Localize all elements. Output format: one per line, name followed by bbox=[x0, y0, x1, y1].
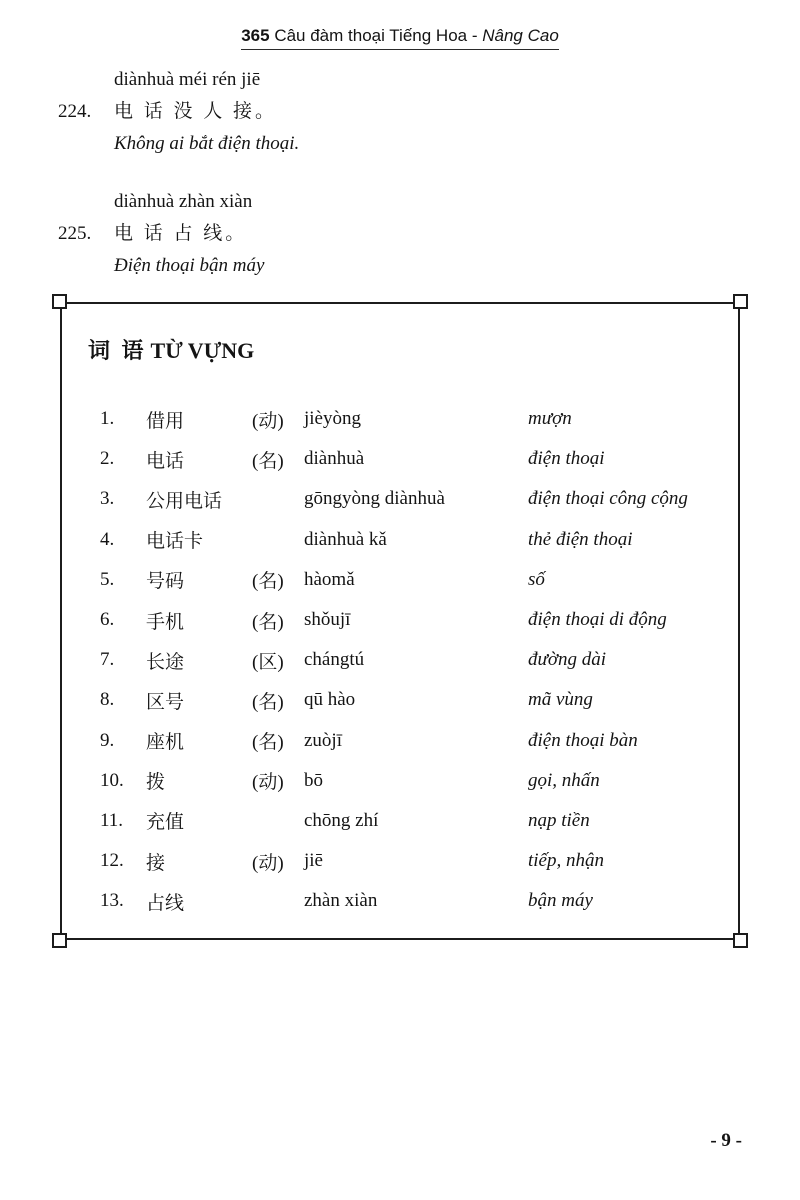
sentence-translation: Điện thoại bận máy bbox=[114, 255, 265, 276]
vocab-word: 电话卡 bbox=[146, 531, 204, 553]
vocab-word: 充值 bbox=[146, 812, 185, 834]
vocab-word: 占线 bbox=[146, 892, 185, 914]
vocab-pos: (名) bbox=[252, 611, 284, 633]
vocab-word: 区号 bbox=[146, 691, 185, 713]
vocab-row bbox=[100, 439, 738, 479]
vocab-number: 4. bbox=[100, 528, 115, 550]
sentence-number: 225. bbox=[58, 223, 92, 244]
vocab-word: 号码 bbox=[146, 571, 185, 593]
vocab-pinyin: zhàn xiàn bbox=[304, 890, 378, 912]
vocab-row bbox=[100, 600, 738, 640]
corner-ornament-icon bbox=[733, 933, 748, 948]
vocab-pinyin: qū hào bbox=[304, 689, 356, 711]
vocab-row bbox=[100, 399, 738, 439]
sentence-pinyin: diànhuà zhàn xiàn bbox=[114, 191, 253, 212]
vocab-pinyin: jiē bbox=[304, 850, 323, 872]
vocab-heading bbox=[88, 334, 738, 365]
sentence-block-225 bbox=[0, 186, 800, 282]
vocab-heading-vietnamese: TỪ VỰNG bbox=[150, 338, 255, 363]
vocab-pos: (名) bbox=[252, 691, 284, 713]
vocab-pinyin: gōngyòng diànhuà bbox=[304, 488, 445, 510]
vocab-row bbox=[100, 640, 738, 680]
sentence-number: 224. bbox=[58, 101, 92, 122]
vocab-word: 电话 bbox=[146, 450, 185, 472]
vocab-number: 7. bbox=[100, 649, 115, 671]
vocab-word: 长途 bbox=[146, 651, 185, 673]
vocab-row bbox=[100, 761, 738, 801]
sentence-pinyin: diànhuà méi rén jiē bbox=[114, 69, 261, 90]
vocab-row bbox=[100, 721, 738, 761]
vocab-number: 12. bbox=[100, 850, 124, 872]
vocab-pinyin: chángtú bbox=[304, 649, 365, 671]
vocab-meaning: tiếp, nhận bbox=[528, 850, 604, 872]
sentence-hanzi-line bbox=[0, 96, 800, 128]
vocab-number: 3. bbox=[100, 488, 115, 510]
corner-ornament-icon bbox=[733, 294, 748, 309]
vocab-meaning: nạp tiền bbox=[528, 809, 590, 831]
vocab-row bbox=[100, 680, 738, 720]
vocab-pinyin: diànhuà kǎ bbox=[304, 528, 387, 550]
vocab-number: 13. bbox=[100, 890, 124, 912]
vocab-number: 8. bbox=[100, 689, 115, 711]
vocab-word: 借用 bbox=[146, 410, 185, 432]
sentence-hanzi: 电 话 占 线。 bbox=[114, 223, 248, 244]
sentence-translation: Không ai bắt điện thoại. bbox=[114, 133, 300, 154]
vocab-word: 接 bbox=[146, 852, 166, 874]
vocab-pinyin: diànhuà bbox=[304, 448, 365, 470]
page-header bbox=[0, 26, 800, 50]
vocab-meaning: gọi, nhấn bbox=[528, 769, 600, 791]
vocab-pos: (名) bbox=[252, 732, 284, 754]
vocab-pinyin: chōng zhí bbox=[304, 809, 379, 831]
sentence-block-224 bbox=[0, 64, 800, 160]
vocab-meaning: điện thoại công cộng bbox=[528, 488, 688, 510]
vocab-heading-chinese: 词 语 bbox=[88, 338, 147, 363]
vocab-word: 拨 bbox=[146, 772, 166, 794]
vocab-pos: (名) bbox=[252, 450, 284, 472]
vocab-meaning: điện thoại di động bbox=[528, 609, 667, 631]
vocab-meaning: điện thoại bbox=[528, 448, 605, 470]
vocab-row bbox=[100, 841, 738, 881]
vocab-row bbox=[100, 520, 738, 560]
header-series-number: 365 bbox=[241, 26, 270, 45]
vocab-meaning: số bbox=[528, 568, 545, 590]
vocabulary-box bbox=[60, 302, 740, 940]
vocab-meaning: điện thoại bàn bbox=[528, 729, 638, 751]
header-title bbox=[241, 26, 559, 50]
vocab-meaning: thẻ điện thoại bbox=[528, 528, 633, 550]
corner-ornament-icon bbox=[52, 294, 67, 309]
vocab-row bbox=[100, 479, 738, 519]
vocab-number: 5. bbox=[100, 568, 115, 590]
vocab-number: 6. bbox=[100, 609, 115, 631]
corner-ornament-icon bbox=[52, 933, 67, 948]
vocab-pinyin: bō bbox=[304, 769, 323, 791]
vocab-number: 11. bbox=[100, 809, 124, 831]
vocab-pos: (区) bbox=[252, 651, 284, 673]
header-title-text: Câu đàm thoại Tiếng Hoa - bbox=[269, 26, 483, 45]
vocab-meaning: mượn bbox=[528, 408, 572, 430]
vocab-meaning: mã vùng bbox=[528, 689, 593, 711]
vocab-row bbox=[100, 881, 738, 921]
vocab-meaning: đường dài bbox=[528, 649, 607, 671]
vocab-table bbox=[100, 399, 738, 921]
vocab-number: 9. bbox=[100, 729, 115, 751]
vocab-meaning: bận máy bbox=[528, 890, 593, 912]
page-number: - 9 - bbox=[710, 1130, 742, 1151]
header-title-emphasis: Nâng Cao bbox=[482, 26, 559, 45]
vocab-word: 公用电话 bbox=[146, 490, 223, 512]
vocab-pinyin: shǒujī bbox=[304, 609, 351, 631]
sentence-hanzi-line bbox=[0, 218, 800, 250]
vocab-pinyin: jièyòng bbox=[304, 408, 361, 430]
vocab-row bbox=[100, 801, 738, 841]
vocab-row bbox=[100, 560, 738, 600]
vocab-pos: (动) bbox=[252, 852, 284, 874]
vocab-pos: (动) bbox=[252, 772, 284, 794]
sentence-hanzi: 电 话 没 人 接。 bbox=[114, 101, 278, 122]
vocab-word: 座机 bbox=[146, 732, 185, 754]
vocab-number: 1. bbox=[100, 408, 115, 430]
vocab-word: 手机 bbox=[146, 611, 185, 633]
vocab-pinyin: zuòjī bbox=[304, 729, 342, 751]
vocab-pos: (动) bbox=[252, 410, 284, 432]
vocab-pinyin: hàomǎ bbox=[304, 568, 355, 590]
vocab-number: 2. bbox=[100, 448, 115, 470]
vocab-number: 10. bbox=[100, 769, 124, 791]
vocab-pos: (名) bbox=[252, 571, 284, 593]
